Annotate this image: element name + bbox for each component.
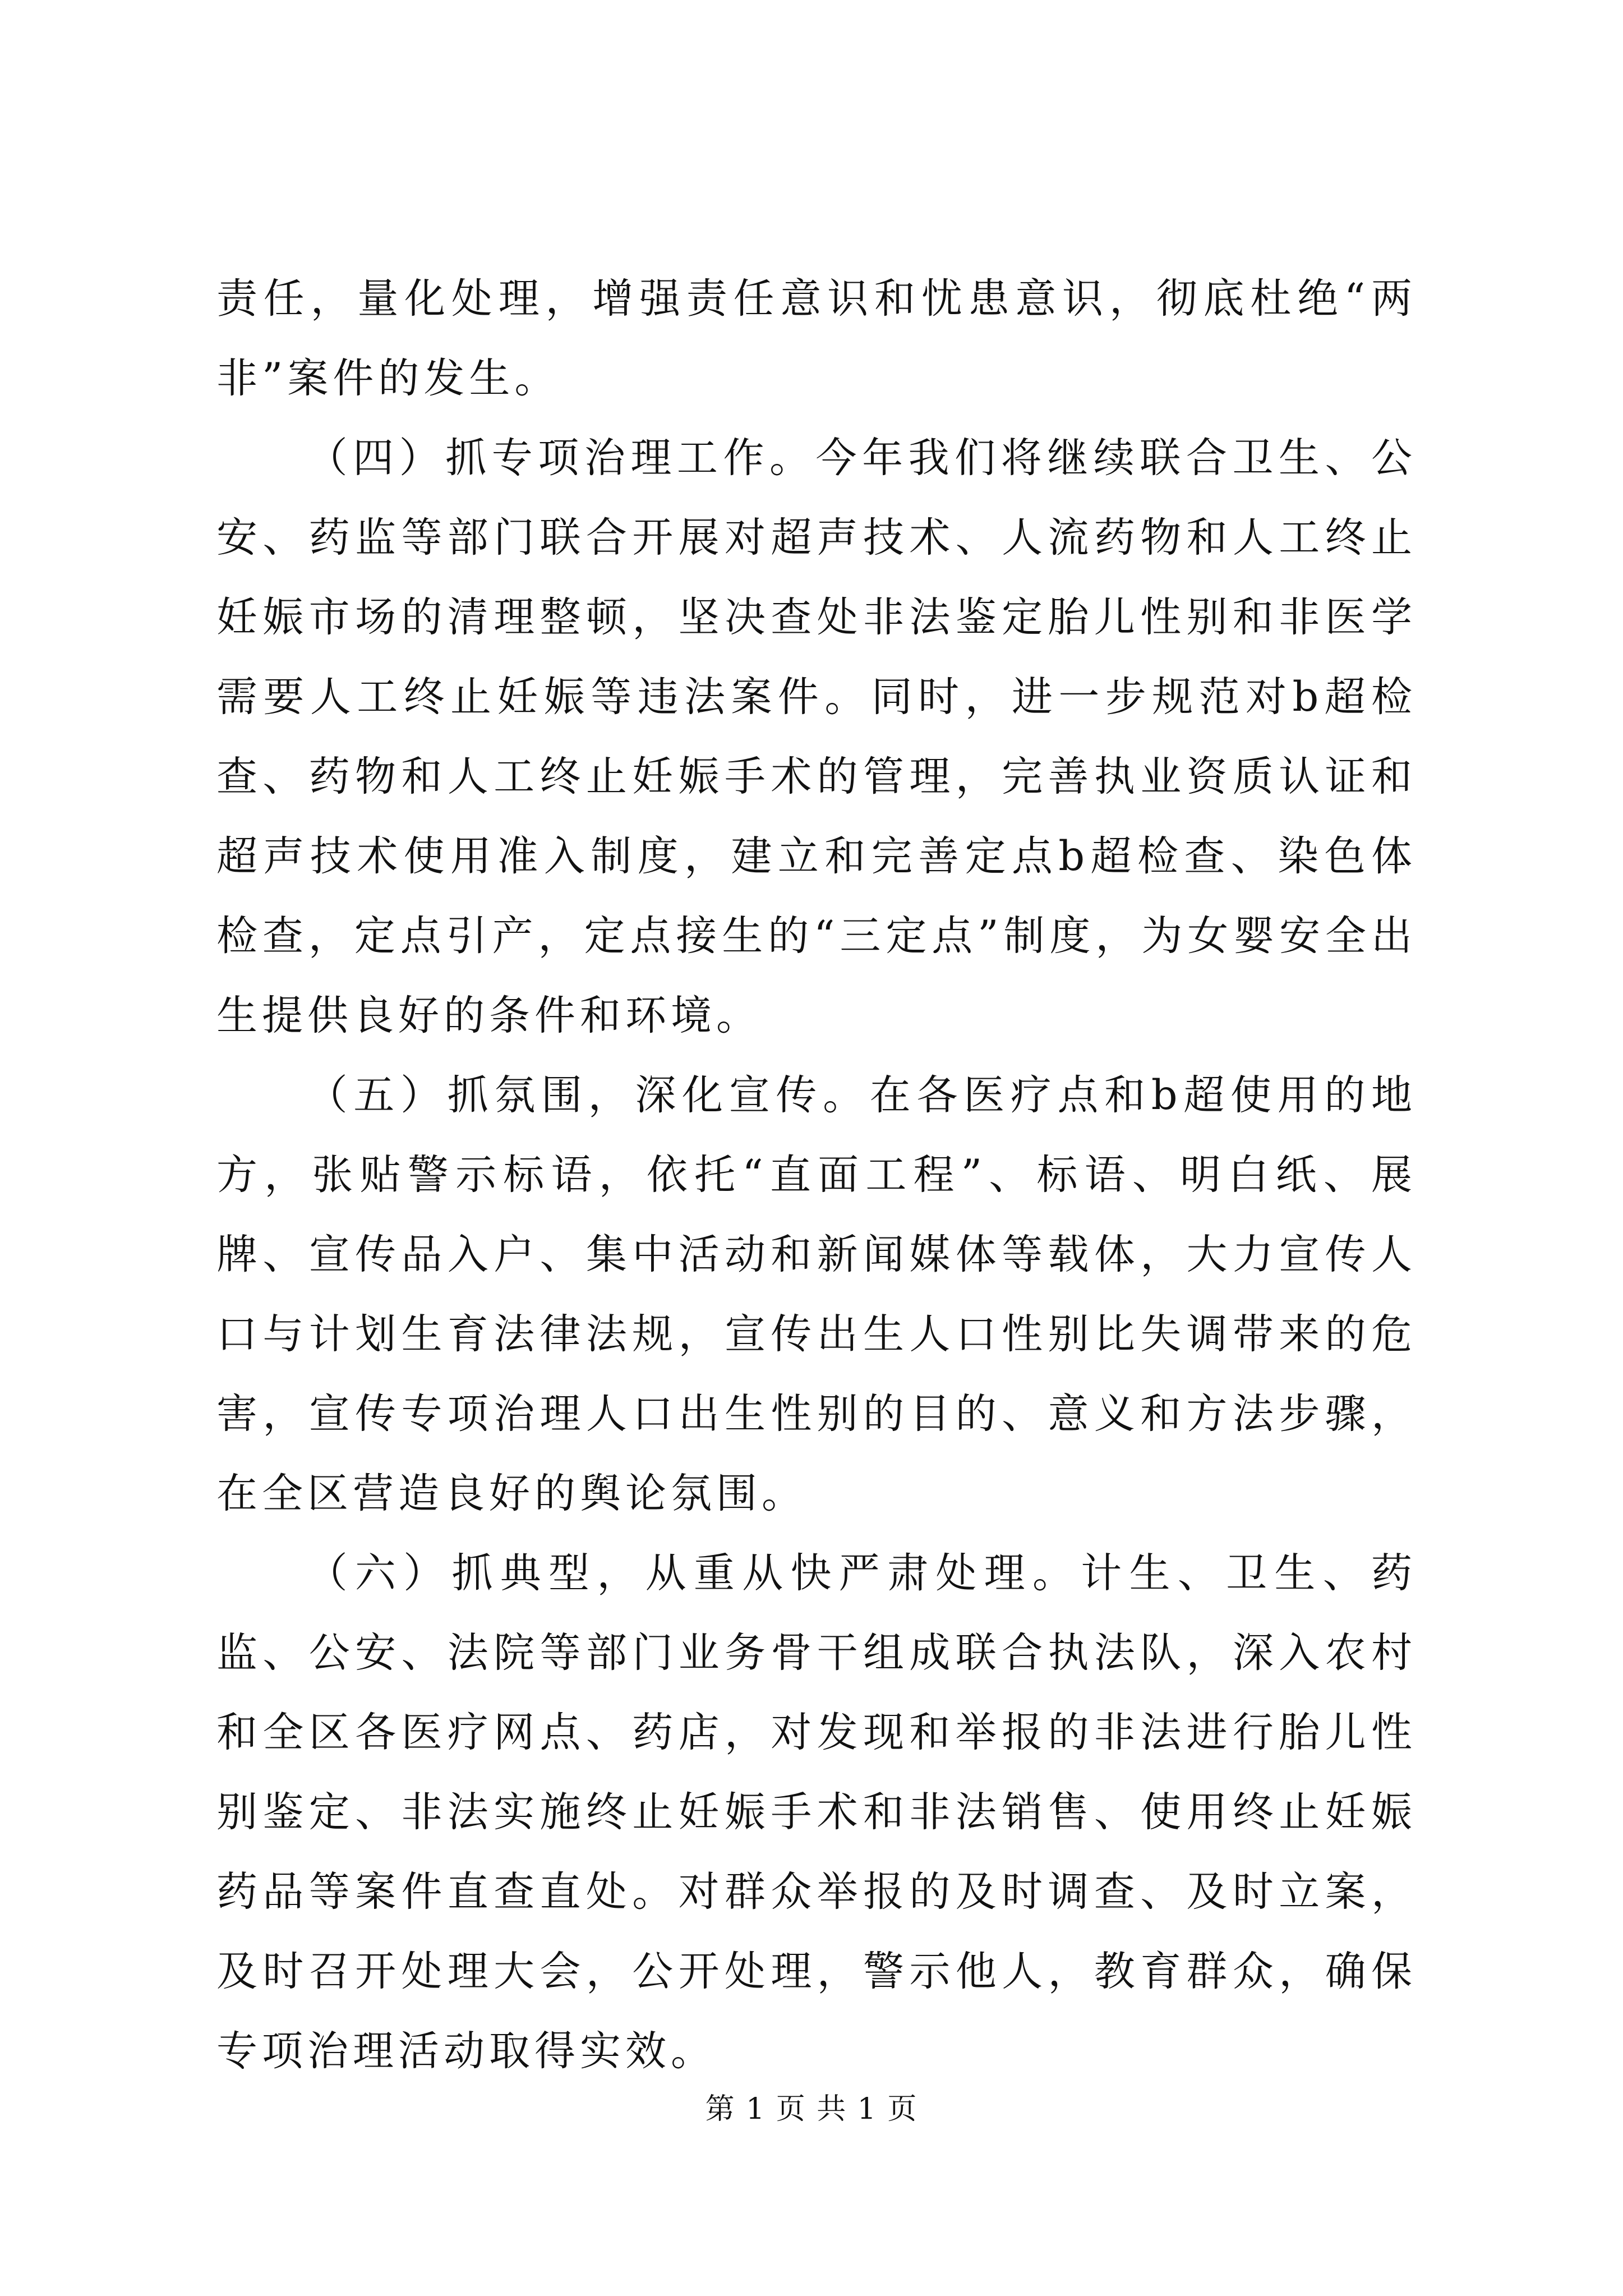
- paragraph-section-four: （四）抓专项治理工作。今年我们将继续联合卫生、公安、药监等部门联合开展对超声技术、人流药物和人工终止妊娠市场的清理整顿，坚决查处非法鉴定胎儿性别和非医学需要人工终止妊娠等违法案件。同时，进一步规范对b超检查、药物和人工终止妊娠手术的管理，完善执业资质认证和超声技术使用准入制度，建立和完善定点b超检查、染色体检查，定点引产，定点接生的“三定点”制度，为女婴安全出生提供良好的条件和环境。: [216, 434, 1417, 1039]
- paragraph-section-five: （五）抓氛围，深化宣传。在各医疗点和b超使用的地方，张贴警示标语，依托“直面工程”、标语、明白纸、展牌、宣传品入户、集中活动和新闻媒体等载体，大力宣传人口与计划生育法律法规，宣传出生人口性别比失调带来的危害，宣传专项治理人口出生性别的目的、意义和方法步骤，在全区营造良好的舆论氛围。: [216, 1071, 1417, 1517]
- paragraph-continuation: 责任，量化处理，增强责任意识和忧患意识，彻底杜绝“两非”案件的发生。: [216, 275, 1417, 402]
- paragraph-section-six: （六）抓典型，从重从快严肃处理。计生、卫生、药监、公安、法院等部门业务骨干组成联合执法队，深入农村和全区各医疗网点、药店，对发现和举报的非法进行胎儿性别鉴定、非法实施终止妊娠手术和非法销售、使用终止妊娠药品等案件直查直处。对群众举报的及时调查、及时立案，及时召开处理大会，公开处理，警示他人，教育群众，确保专项治理活动取得实效。: [216, 1549, 1417, 2075]
- page-footer: 第 1 页 共 1 页: [705, 2092, 918, 2126]
- document-body: [216, 259, 1417, 2091]
